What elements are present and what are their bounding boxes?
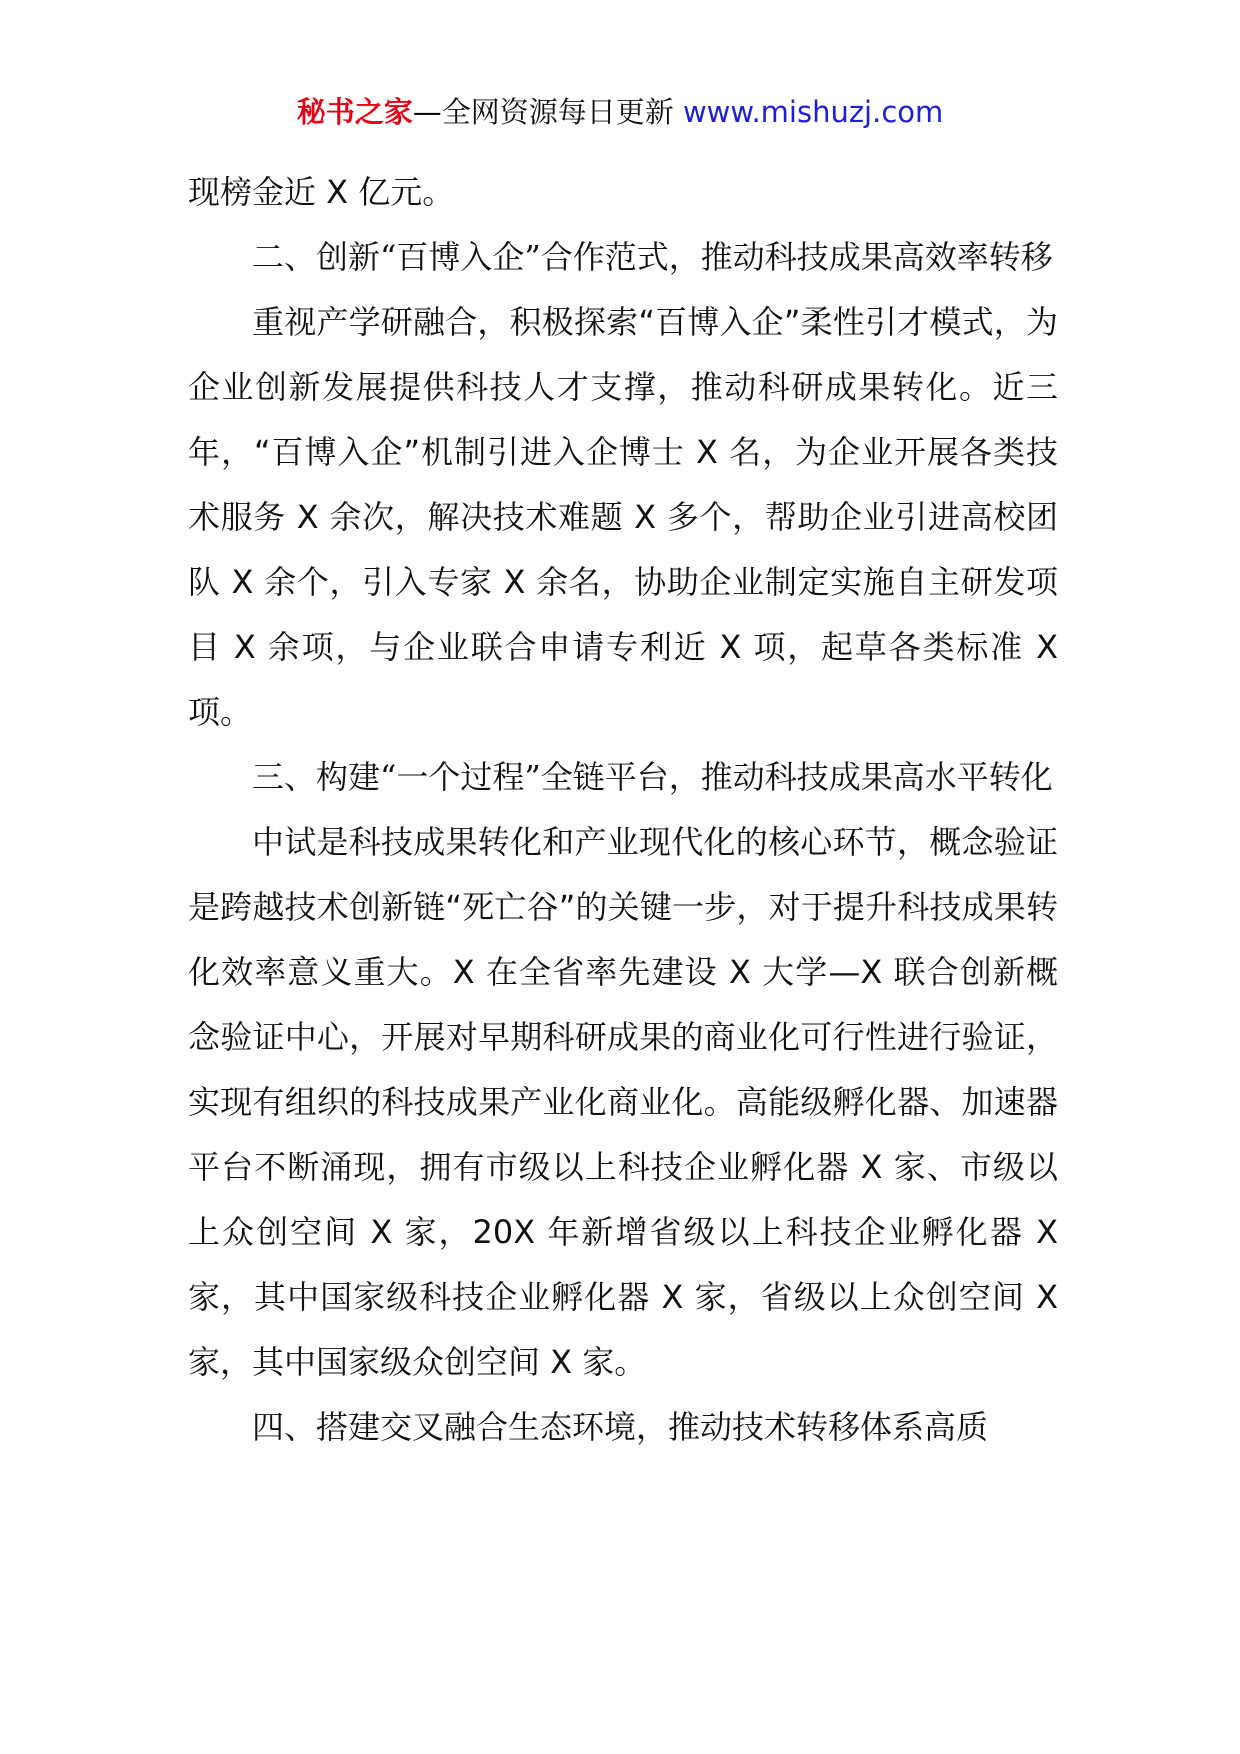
site-header — [0, 92, 1240, 132]
section-heading-2: 二、创新“百博入企”合作范式，推动科技成果高效率转移 — [252, 238, 1053, 276]
header-slogan: —全网资源每日更新 — [412, 95, 683, 129]
section-heading-3: 三、构建“一个过程”全链平台，推动科技成果高水平转化 — [252, 758, 1053, 796]
paragraph-continuation: 现榜金近 X 亿元。 — [188, 173, 455, 211]
header-brand: 秘书之家 — [296, 95, 413, 129]
section-heading-4: 四、搭建交叉融合生态环境，推动技术转移体系高质 — [252, 1408, 989, 1446]
paragraph-3: 中试是科技成果转化和产业现代化的核心环节，概念验证是跨越技术创新链“死亡谷”的关键一步，对于提升科技成果转化效率意义重大。X 在全省率先建设 X 大学—X 联合创新概念验证中心，开展对早期科研成果的商业化可行性进行验证，实现有组织的科技成果产业化商业化。高能级孵化器、加速器平台不断涌现，拥有市级以上科技企业孵化器 X 家、市级以上众创空间 X 家，20X 年新增省级以上科技企业孵化器 X 家，其中国家级科技企业孵化器 X 家，省级以上众创空间 X 家，其中国家级众创空间 X 家。 — [188, 823, 1058, 1381]
header-url[interactable]: www.mishuzj.com — [682, 95, 944, 129]
paragraph-2: 重视产学研融合，积极探索“百博入企”柔性引才模式，为企业创新发展提供科技人才支撑，推动科研成果转化。近三年，“百博入企”机制引进入企博士 X 名，为企业开展各类技术服务 X 余次，解决技术难题 X 多个，帮助企业引进高校团队 X 余个，引入专家 X 余名，协助企业制定实施自主研发项目 X 余项，与企业联合申请专利近 X 项，起草各类标准 X 项。 — [188, 303, 1058, 731]
document-body — [188, 160, 1058, 1460]
